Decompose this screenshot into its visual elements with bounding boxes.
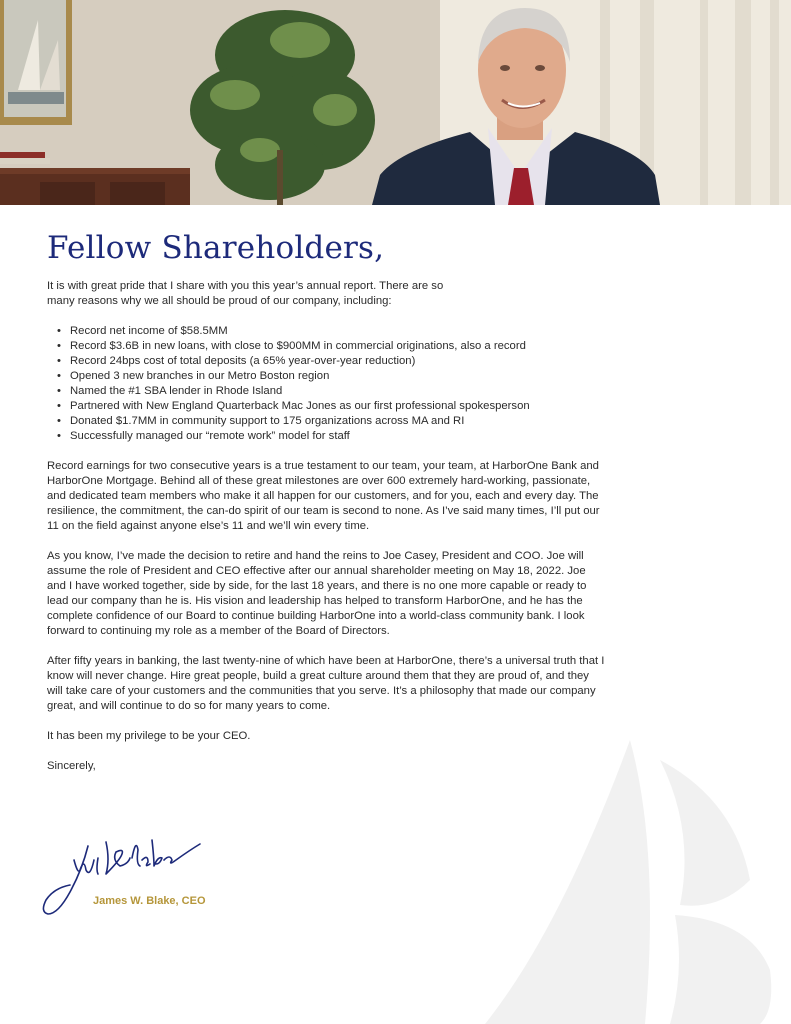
body-paragraph-team: Record earnings for two consecutive years is a true testament to our team, your team, at HarborOne Bank and HarborOne Mortgage. Behind all of these great milestones are over 600 extremely hard-working, passionate, and dedicated team members who make it all happen for our customers, and for you, each and every day. The resilience, the commitment, the can-do spirit of our team is second to none. As I’ve said many times, I’ll put our 11 on the field against anyone else’s 11 and we’ll win every time.: [47, 460, 600, 532]
closing-text: Sincerely,: [47, 760, 96, 772]
list-item: • Named the #1 SBA lender in Rhode Island: [47, 384, 607, 399]
list-item: • Opened 3 new branches in our Metro Boston region: [47, 369, 607, 384]
handwritten-signature: [40, 830, 300, 925]
list-item: • Successfully managed our “remote work” model for staff: [47, 429, 607, 444]
ceo-portrait-photo: [0, 0, 791, 205]
letter-body: [47, 279, 607, 789]
intro-paragraph: It is with great pride that I share with you this year’s annual report. There are so many reasons why we all should be proud of our company, including:: [47, 280, 444, 307]
header-photo: [0, 0, 791, 205]
body-paragraph-privilege: It has been my privilege to be your CEO.: [47, 730, 251, 742]
signatory-name: James W. Blake, CEO: [93, 895, 206, 907]
list-item: • Record $3.6B in new loans, with close to $900MM in commercial originations, also a record: [47, 339, 607, 354]
highlights-list: [47, 324, 607, 444]
list-item: • Record net income of $58.5MM: [47, 324, 607, 339]
list-item: • Partnered with New England Quarterback Mac Jones as our first professional spokesperson: [47, 399, 607, 414]
body-paragraph-succession: As you know, I’ve made the decision to retire and hand the reins to Joe Casey, President and COO. Joe will assume the role of President and CEO effective after our annual shareholder meeting on May 18, 2022. Joe and I have worked together, side by side, for the last 18 years, and there is no one more capable or ready to lead our company than he is. His vision and leadership has helped to transform HarborOne, and he has the complete confidence of our Board to continue building HarborOne into a world-class community bank. I look forward to continuing my role as a member of the Board of Directors.: [47, 550, 587, 637]
list-item: • Record 24bps cost of total deposits (a 65% year-over-year reduction): [47, 354, 607, 369]
body-paragraph-philosophy: After fifty years in banking, the last twenty-nine of which have been at HarborOne, there’s a universal truth that I know will never change. Hire great people, build a great culture around them that they are proud of, and they will take care of your customers and the communities that you serve. It’s a philosophy that made our company great, and will continue to do so for many years to come.: [47, 655, 605, 712]
list-item: • Donated $1.7MM in community support to 175 organizations across MA and RI: [47, 414, 607, 429]
page-title: Fellow Shareholders,: [47, 230, 385, 266]
